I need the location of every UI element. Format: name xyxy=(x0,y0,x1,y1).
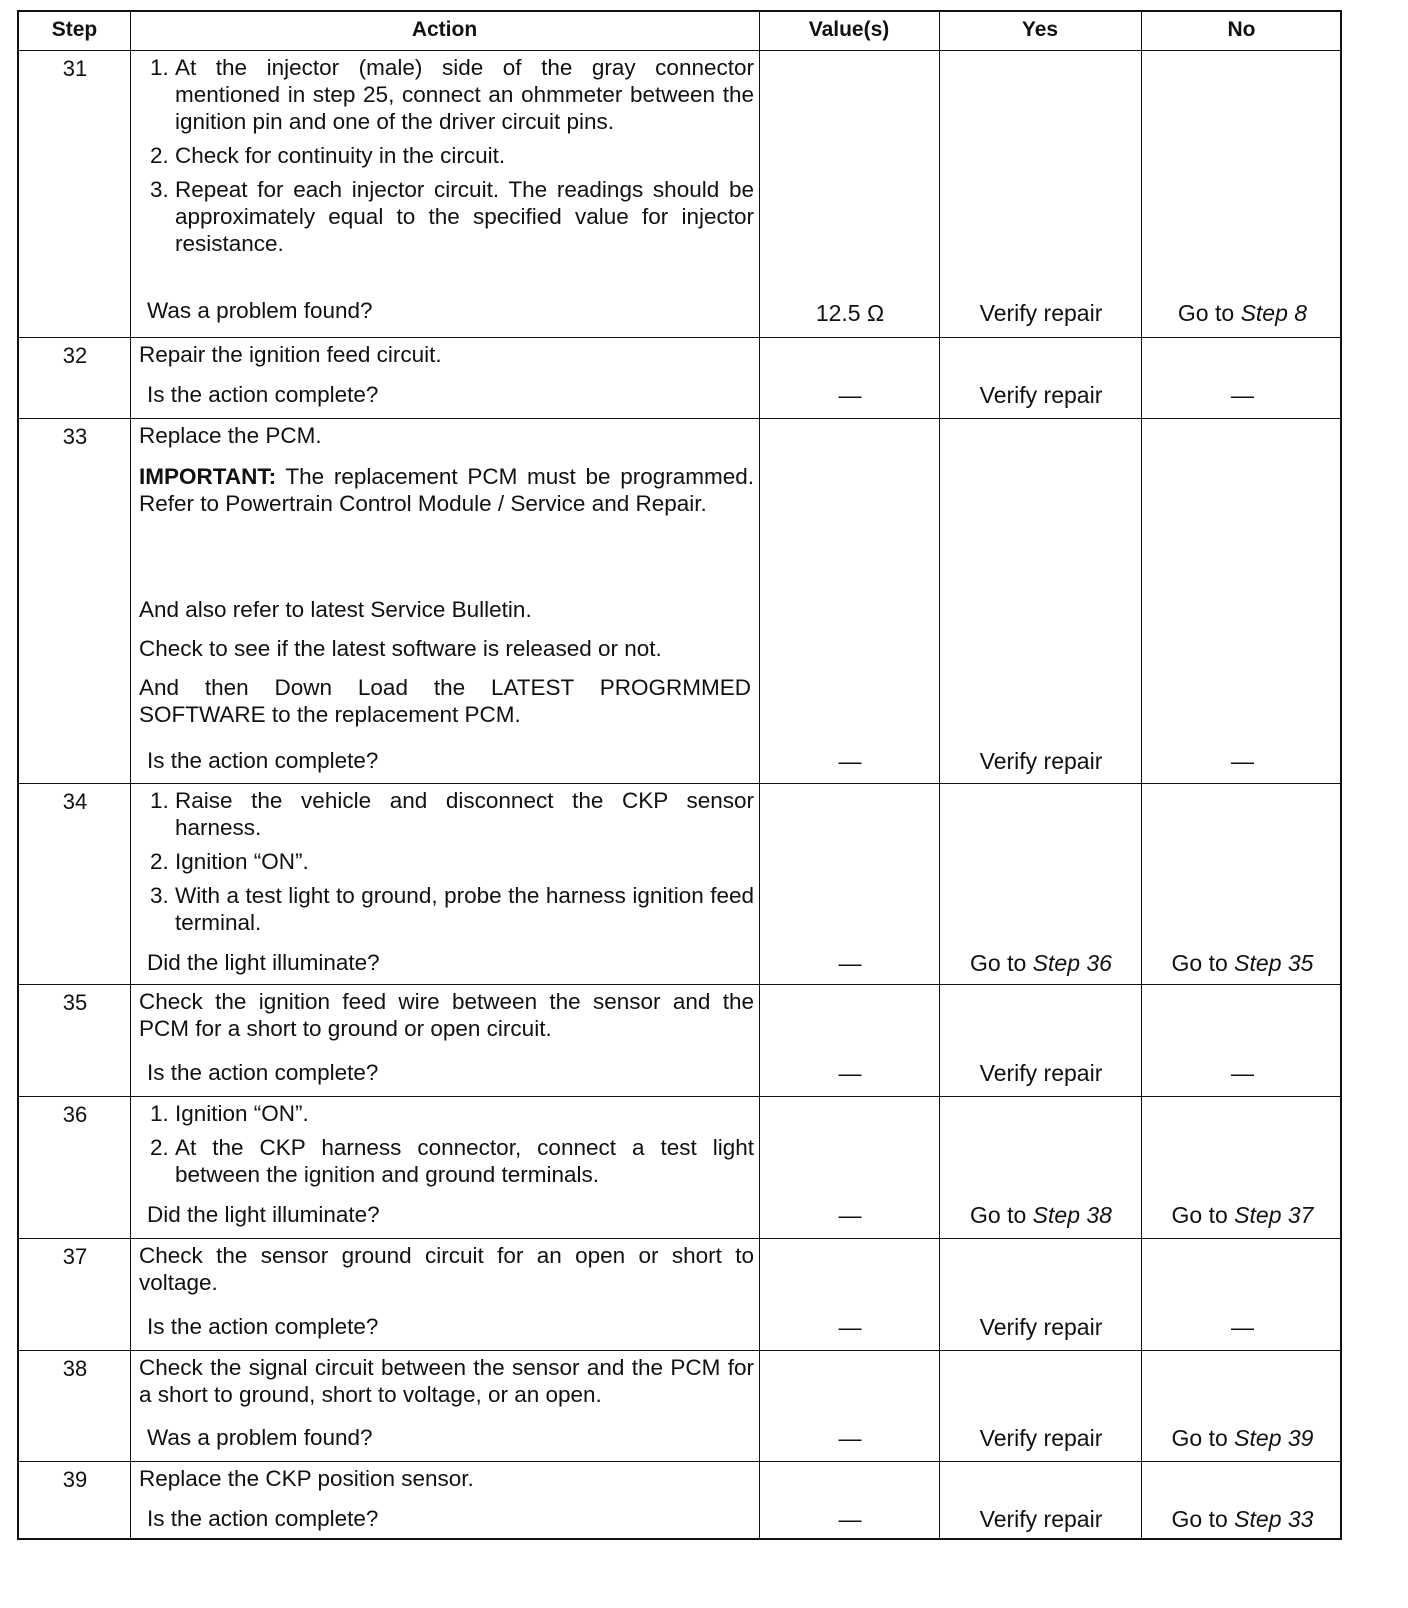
step-number: 36 xyxy=(62,1102,88,1127)
action-cell xyxy=(139,341,754,376)
value-cell: 12.5 Ω xyxy=(815,300,885,326)
yes-cell xyxy=(941,950,1141,977)
no-prefix: Go to xyxy=(1171,1506,1235,1532)
no-prefix: Go to xyxy=(1171,1202,1235,1228)
step-reference: Step 33 xyxy=(1234,1506,1314,1532)
action-text: And also refer to latest Service Bulletin. xyxy=(139,597,532,622)
no-cell: — xyxy=(1231,382,1254,408)
yes-cell: Verify repair xyxy=(979,748,1103,774)
value-cell: — xyxy=(838,1506,862,1532)
action-item: 1. Raise the vehicle and disconnect the CKP sensor harness. xyxy=(175,787,754,841)
action-item: 2. Check for continuity in the circuit. xyxy=(175,142,754,169)
yes-cell: Verify repair xyxy=(979,1314,1103,1340)
action-text: Replace the PCM. xyxy=(139,423,322,448)
step-reference: Step 38 xyxy=(1032,1202,1112,1228)
action-item: 3. With a test light to ground, probe the harness ignition feed terminal. xyxy=(175,882,754,936)
action-text: Replace the CKP position sensor. xyxy=(139,1466,474,1491)
action-cell xyxy=(139,1465,754,1500)
action-question: Is the action complete? xyxy=(147,748,379,773)
yes-cell: Verify repair xyxy=(979,382,1103,408)
no-cell xyxy=(1143,300,1342,327)
important-text: The replacement PCM must be programmed. Refer to Powertrain Control Module / Service and Repair. xyxy=(139,464,754,516)
yes-cell xyxy=(941,1202,1141,1229)
value-cell: — xyxy=(838,1202,862,1228)
header-yes: Yes xyxy=(1021,18,1059,41)
action-extra xyxy=(139,596,751,728)
step-number: 39 xyxy=(62,1467,88,1492)
no-cell: — xyxy=(1231,1314,1254,1340)
step-number: 38 xyxy=(62,1356,88,1381)
step-reference: Step 37 xyxy=(1234,1202,1314,1228)
action-question: Is the action complete? xyxy=(147,1506,379,1531)
no-cell xyxy=(1143,1425,1342,1452)
value-cell: — xyxy=(838,1425,862,1451)
no-prefix: Go to xyxy=(1177,300,1241,326)
action-text: Check the ignition feed wire between the sensor and the PCM for a short to ground or open circuit. xyxy=(139,989,754,1041)
step-reference: Step 8 xyxy=(1240,300,1308,326)
important-label: IMPORTANT: xyxy=(139,464,277,489)
action-text: Check to see if the latest software is released or not. xyxy=(139,636,662,661)
no-cell xyxy=(1143,950,1342,977)
step-number: 37 xyxy=(62,1244,88,1269)
action-cell xyxy=(139,1354,754,1416)
yes-prefix: Go to xyxy=(970,1202,1033,1228)
action-question: Is the action complete? xyxy=(147,382,379,407)
step-number: 35 xyxy=(62,990,88,1015)
action-item: 2. Ignition “ON”. xyxy=(175,848,754,875)
step-reference: Step 36 xyxy=(1032,950,1112,976)
table-row xyxy=(19,418,1340,783)
value-cell: — xyxy=(838,1314,862,1340)
value-cell: — xyxy=(838,748,862,774)
step-number: 32 xyxy=(62,343,88,368)
action-question: Was a problem found? xyxy=(147,298,373,323)
yes-cell: Verify repair xyxy=(979,1425,1103,1451)
header-values: Value(s) xyxy=(808,18,890,41)
action-cell xyxy=(139,422,754,525)
no-cell: — xyxy=(1231,1060,1254,1086)
action-text: Check the sensor ground circuit for an open or short to voltage. xyxy=(139,1243,754,1295)
important-note xyxy=(139,463,754,517)
step-reference: Step 39 xyxy=(1234,1425,1314,1451)
yes-cell: Verify repair xyxy=(979,300,1103,326)
action-item: 3. Repeat for each injector circuit. The readings should be approximately equal to the specified value for injector resistance. xyxy=(175,176,754,257)
action-question: Is the action complete? xyxy=(147,1314,379,1339)
table-row xyxy=(19,783,1340,984)
yes-prefix: Go to xyxy=(970,950,1033,976)
yes-cell: Verify repair xyxy=(979,1060,1103,1086)
step-number: 31 xyxy=(62,56,88,81)
no-cell: — xyxy=(1231,748,1254,774)
action-text: And then Down Load the LATEST PROGRMMED SOFTWARE to the replacement PCM. xyxy=(139,675,751,727)
action-item: 2. At the CKP harness connector, connect a test light between the ignition and ground terminals. xyxy=(175,1134,754,1188)
action-question: Did the light illuminate? xyxy=(147,1202,380,1227)
action-cell xyxy=(139,1242,754,1304)
action-cell xyxy=(139,988,754,1050)
action-question: Is the action complete? xyxy=(147,1060,379,1085)
step-number: 34 xyxy=(62,789,88,814)
table-row xyxy=(19,984,1340,1096)
table-row xyxy=(19,337,1340,418)
action-question: Was a problem found? xyxy=(147,1425,373,1450)
header-no: No xyxy=(1227,18,1256,41)
action-text: Repair the ignition feed circuit. xyxy=(139,342,442,367)
action-text: Check the signal circuit between the sensor and the PCM for a short to ground, short to voltage, or an open. xyxy=(139,1355,754,1407)
header-action: Action xyxy=(411,18,478,41)
action-cell xyxy=(139,1100,754,1196)
action-item: 1. Ignition “ON”. xyxy=(175,1100,754,1127)
no-cell xyxy=(1143,1202,1342,1229)
value-cell: — xyxy=(838,382,862,408)
step-number: 33 xyxy=(62,424,88,449)
action-cell xyxy=(139,787,754,944)
table-row xyxy=(19,50,1340,337)
table-row xyxy=(19,1238,1340,1350)
action-item: 1. At the injector (male) side of the gray connector mentioned in step 25, connect an ohmmeter between the ignition pin and one of the driver circuit pins. xyxy=(175,54,754,135)
value-cell: — xyxy=(838,950,862,976)
action-cell xyxy=(139,54,754,265)
action-question: Did the light illuminate? xyxy=(147,950,380,975)
yes-cell: Verify repair xyxy=(979,1506,1103,1532)
diagnostic-table xyxy=(17,10,1342,1540)
no-cell xyxy=(1143,1506,1342,1533)
step-reference: Step 35 xyxy=(1234,950,1314,976)
table-row xyxy=(19,1350,1340,1461)
header-step: Step xyxy=(51,18,98,41)
table-row xyxy=(19,1096,1340,1238)
value-cell: — xyxy=(838,1060,862,1086)
no-prefix: Go to xyxy=(1171,1425,1235,1451)
no-prefix: Go to xyxy=(1171,950,1235,976)
table-row xyxy=(19,1461,1340,1540)
